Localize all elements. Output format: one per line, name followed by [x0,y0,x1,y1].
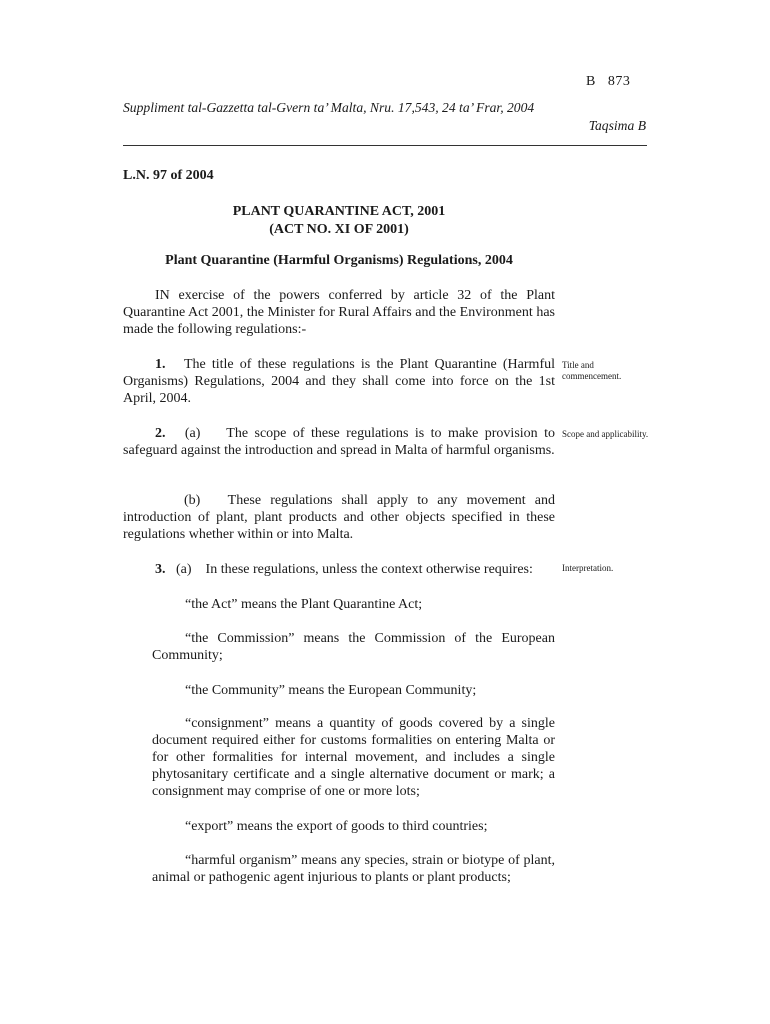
margin-note-scope: Scope and applicability. [562,429,649,439]
regulation-2a-text: The scope of these regulations is to make provision to safeguard against the introduction and spread in Malta of harmful organisms. [123,426,556,458]
regulation-2-number: 2. [155,426,166,441]
regulations-title: Plant Quarantine (Harmful Organisms) Regulations, 2004 [165,253,513,268]
page-letter: B [586,74,596,89]
page-number-value: 873 [607,74,631,89]
definition-harmful-organism: “harmful organism” means any species, strain or biotype of plant, animal or pathogenic agent injurious to plants or plant products; [152,853,555,885]
section-label: Taqsima B [588,118,646,133]
regulation-1-text: The title of these regulations is the Plant Quarantine (Harmful Organisms) Regulations, 2004 and they shall come into force on the 1st April, 2004. [123,357,555,406]
preamble-paragraph: IN exercise of the powers conferred by article 32 of the Plant Quarantine Act 2001, the Minister for Rural Affairs and the Environment has made the following regulations:- [123,288,555,337]
act-title-line-2: (ACT NO. XI OF 2001) [269,222,409,237]
gazette-header: Suppliment tal-Gazzetta tal-Gvern ta’ Malta, Nru. 17,543, 24 ta’ Frar, 2004 [123,100,535,115]
regulation-2a [123,425,555,459]
page-number [586,74,630,90]
definition-commission: “the Commission” means the Commission of the European Community; [152,631,555,663]
regulation-3a-text: In these regulations, unless the context otherwise requires: [205,562,533,577]
margin-note-title: Title and commencement. [562,360,622,381]
regulation-3a [123,561,555,578]
regulation-1-number: 1. [155,357,166,372]
definition-export: “export” means the export of goods to third countries; [185,819,488,834]
regulation-3a-label: (a) [176,562,192,577]
margin-note-interpretation: Interpretation. [562,563,614,573]
legal-notice-number: L.N. 97 of 2004 [123,168,214,183]
act-title-line-1: PLANT QUARANTINE ACT, 2001 [232,204,446,219]
regulation-2b [123,492,555,543]
regulation-2b-text: These regulations shall apply to any movement and introduction of plant, plant products and other objects specified in these regulations whether within or into Malta. [123,493,556,542]
header-divider [123,145,647,146]
definition-community: “the Community” means the European Community; [185,683,477,698]
regulation-1 [123,356,555,407]
regulation-3-number: 3. [155,562,166,577]
act-title [123,203,555,239]
definition-act: “the Act” means the Plant Quarantine Act; [185,597,423,612]
regulation-2a-label: (a) [184,426,201,441]
regulation-2b-label: (b) [184,493,201,508]
definition-consignment: “consignment” means a quantity of goods covered by a single document required either for customs formalities on entering Malta or for other formalities for internal movement, and includes a single phytosanitary certificate and a single alternative document or mark; a consignment may comprise of one or more lots; [152,716,555,799]
